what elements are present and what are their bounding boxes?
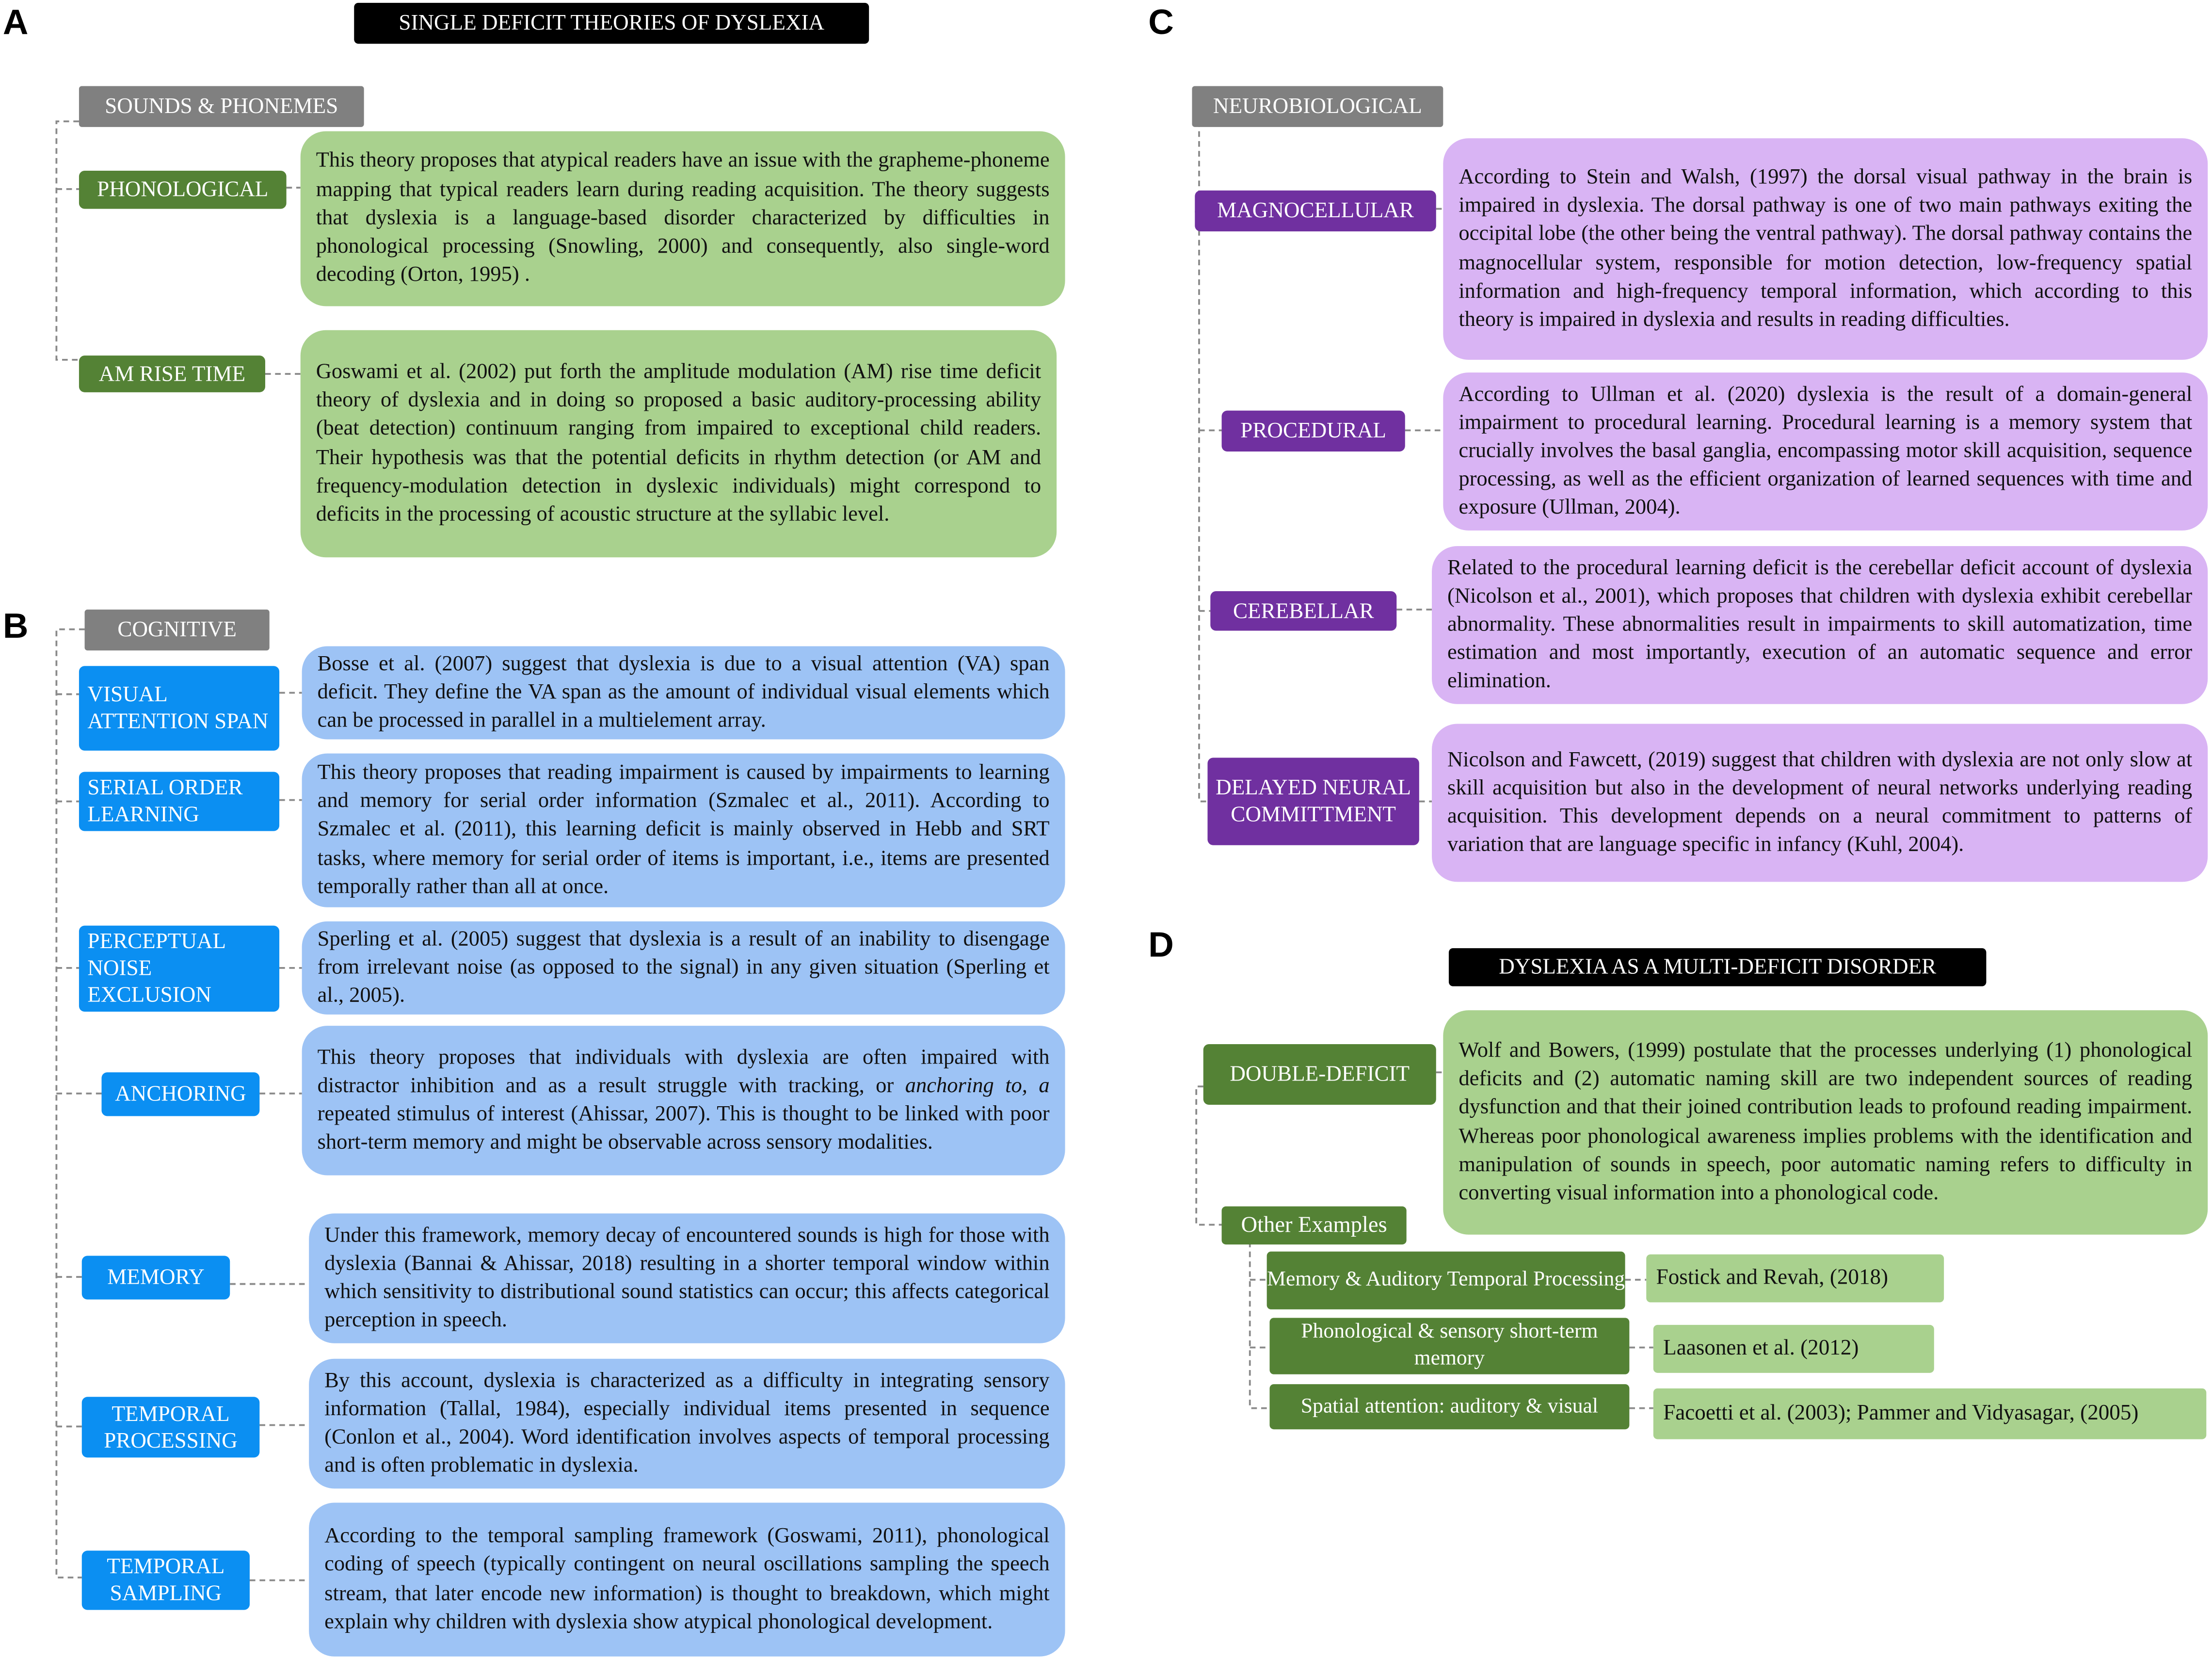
label-serial-order-learning: SERIAL ORDER LEARNING <box>79 772 279 831</box>
example-spatial-attention-label: Spatial attention: auditory & visual <box>1269 1384 1629 1429</box>
example-spatial-attention-ref: Facoetti et al. (2003); Pammer and Vidyasagar, (2005) <box>1653 1388 2206 1439</box>
label-am-rise-time: AM RISE TIME <box>79 355 265 392</box>
desc-temporal-processing: By this account, dyslexia is characterized as a difficulty in integrating sensory information (Tallal, 1984), especially individual items presented in sequence (Conlon et al., 2004). Word identification involves aspects of temporal processing and is often problematic in dyslexia. <box>309 1359 1065 1489</box>
label-perceptual-noise-exclusion: PERCEPTUAL NOISE EXCLUSION <box>79 926 279 1012</box>
category-neurobiological: NEUROBIOLOGICAL <box>1192 86 1443 127</box>
desc-double-deficit: Wolf and Bowers, (1999) postulate that the processes underlying (1) phonological deficits and (2) automatic naming skill are two independent sources of reading dysfunction and that their joined contribution leads to profound reading impairment. Whereas poor phonological awareness implies problems with the identification and manipulation of sounds in speech, poor automatic naming refers to difficulty in converting visual information into a phonological code. <box>1443 1010 2208 1235</box>
label-temporal-processing: TEMPORAL PROCESSING <box>82 1397 260 1457</box>
desc-visual-attention-span: Bosse et al. (2007) suggest that dyslexia is due to a visual attention (VA) span deficit. They define the VA span as the amount of individual visual elements which can be processed in parallel in a multielement array. <box>302 646 1065 740</box>
desc-am-rise-time: Goswami et al. (2002) put forth the amplitude modulation (AM) rise time deficit theory of dyslexia and in doing so proposed a basic auditory-processing ability (beat detection) continuum ranging from impaired to exceptional child readers. Their hypothesis was that the potential deficits in rhythm detection (or AM and frequency-modulation detection in dyslexic individuals) might correspond to deficits in the processing of acoustic structure at the syllabic level. <box>301 330 1057 557</box>
panel-letter-b: B <box>2 607 29 646</box>
label-temporal-sampling: TEMPORAL SAMPLING <box>82 1550 250 1610</box>
desc-cerebellar: Related to the procedural learning deficit is the cerebellar deficit account of dyslexia (Nicolson et al., 2001), which proposes that children with dyslexia exhibit cerebellar abnormality. These abnormalities result in impairments to skill automatization, time estimation and most importantly, execution of an automatic sequence and error elimination. <box>1432 546 2208 704</box>
desc-serial-order-learning: This theory proposes that reading impairment is caused by impairments to learning and memory for serial order information (Szmalec et al., 2011). According to Szmalec et al. (2011), this learning deficit is mainly observed in Hebb and SRT tasks, where memory for serial order of items is important, i.e., items are presented temporally rather than all at once. <box>302 754 1065 907</box>
desc-memory: Under this framework, memory decay of encountered sounds is high for those with dyslexia (Bannai & Ahissar, 2018) resulting in a shorter temporal window within which sensitivity to distributional sound statistics can occur; this affects categorical perception in speech. <box>309 1213 1065 1343</box>
label-delayed-neural-committment: DELAYED NEURAL COMMITTMENT <box>1207 758 1419 845</box>
category-sounds-phonemes: SOUNDS & PHONEMES <box>79 86 364 127</box>
panel-letter-c: C <box>1148 2 1174 43</box>
panel-d-title: DYSLEXIA AS A MULTI-DEFICIT DISORDER <box>1449 948 1986 986</box>
label-magnocellular: MAGNOCELLULAR <box>1195 191 1436 231</box>
example-phonological-sensory-label: Phonological & sensory short-term memory <box>1269 1318 1629 1374</box>
panel-letter-d: D <box>1148 925 1174 966</box>
desc-procedural: According to Ullman et al. (2020) dyslexia is the result of a domain-general impairment to procedural learning. Procedural learning is a memory system that crucially involves the basal ganglia, encompassing motor skill acquisition, sequence processing, as well as the efficient organization of learned sequences with time and exposure (Ullman, 2004). <box>1443 372 2208 531</box>
panel-letter-a: A <box>2 2 29 43</box>
desc-perceptual-noise-exclusion: Sperling et al. (2005) suggest that dyslexia is a result of an inability to disengage from irrelevant noise (as opposed to the signal) in any given situation (Sperling et al., 2005). <box>302 921 1065 1015</box>
label-visual-attention-span: VISUAL ATTENTION SPAN <box>79 666 279 751</box>
label-other-examples: Other Examples <box>1222 1207 1407 1245</box>
label-anchoring: ANCHORING <box>101 1072 259 1116</box>
label-phonological: PHONOLOGICAL <box>79 171 287 209</box>
label-double-deficit: DOUBLE-DEFICIT <box>1203 1044 1436 1105</box>
panel-a-title: SINGLE DEFICIT THEORIES OF DYSLEXIA <box>354 3 869 44</box>
desc-anchoring: This theory proposes that individuals with dyslexia are often impaired with distractor inhibition and as a result struggle with tracking, or anchoring to, a repeated stimulus of interest (Ahissar, 2007). This is thought to be linked with poor short-term memory and might be observable across sensory modalities. <box>302 1026 1065 1175</box>
desc-delayed-neural-committment: Nicolson and Fawcett, (2019) suggest that children with dyslexia are not only slow at skill acquisition but also in the development of neural networks underlying reading acquisition. This development depends on a neural commitment to patterns of variation that are language specific in infancy (Kuhl, 2004). <box>1432 724 2208 882</box>
label-memory: MEMORY <box>82 1256 230 1299</box>
desc-magnocellular: According to Stein and Walsh, (1997) the dorsal visual pathway in the brain is impaired in dyslexia. The dorsal pathway is one of two main pathways exiting the occipital lobe (the other being the ventral pathway). The dorsal pathway contains the magnocellular system, responsible for motion detection, low-frequency spatial information and high-frequency temporal information, which according to this theory is impaired in dyslexia and results in reading difficulties. <box>1443 138 2208 360</box>
example-memory-auditory-ref: Fostick and Revah, (2018) <box>1646 1254 1944 1302</box>
label-cerebellar: CEREBELLAR <box>1210 591 1396 630</box>
desc-phonological: This theory proposes that atypical readers have an issue with the grapheme-phoneme mapping that typical readers learn during reading acquisition. The theory suggests that dyslexia is a language-based disorder characterized by difficulties in phonological processing (Snowling, 2000) and consequently, also single-word decoding (Orton, 1995) . <box>301 131 1065 307</box>
label-procedural: PROCEDURAL <box>1222 411 1405 452</box>
desc-temporal-sampling: According to the temporal sampling framework (Goswami, 2011), phonological coding of speech (typically contingent on neural oscillations sampling the speech stream, that later encode new information) is thought to breakdown, which might explain why children with dyslexia show atypical phonological development. <box>309 1503 1065 1657</box>
example-memory-auditory-label: Memory & Auditory Temporal Processing <box>1267 1252 1625 1309</box>
example-phonological-sensory-ref: Laasonen et al. (2012) <box>1653 1325 1934 1373</box>
category-cognitive: COGNITIVE <box>85 610 270 650</box>
